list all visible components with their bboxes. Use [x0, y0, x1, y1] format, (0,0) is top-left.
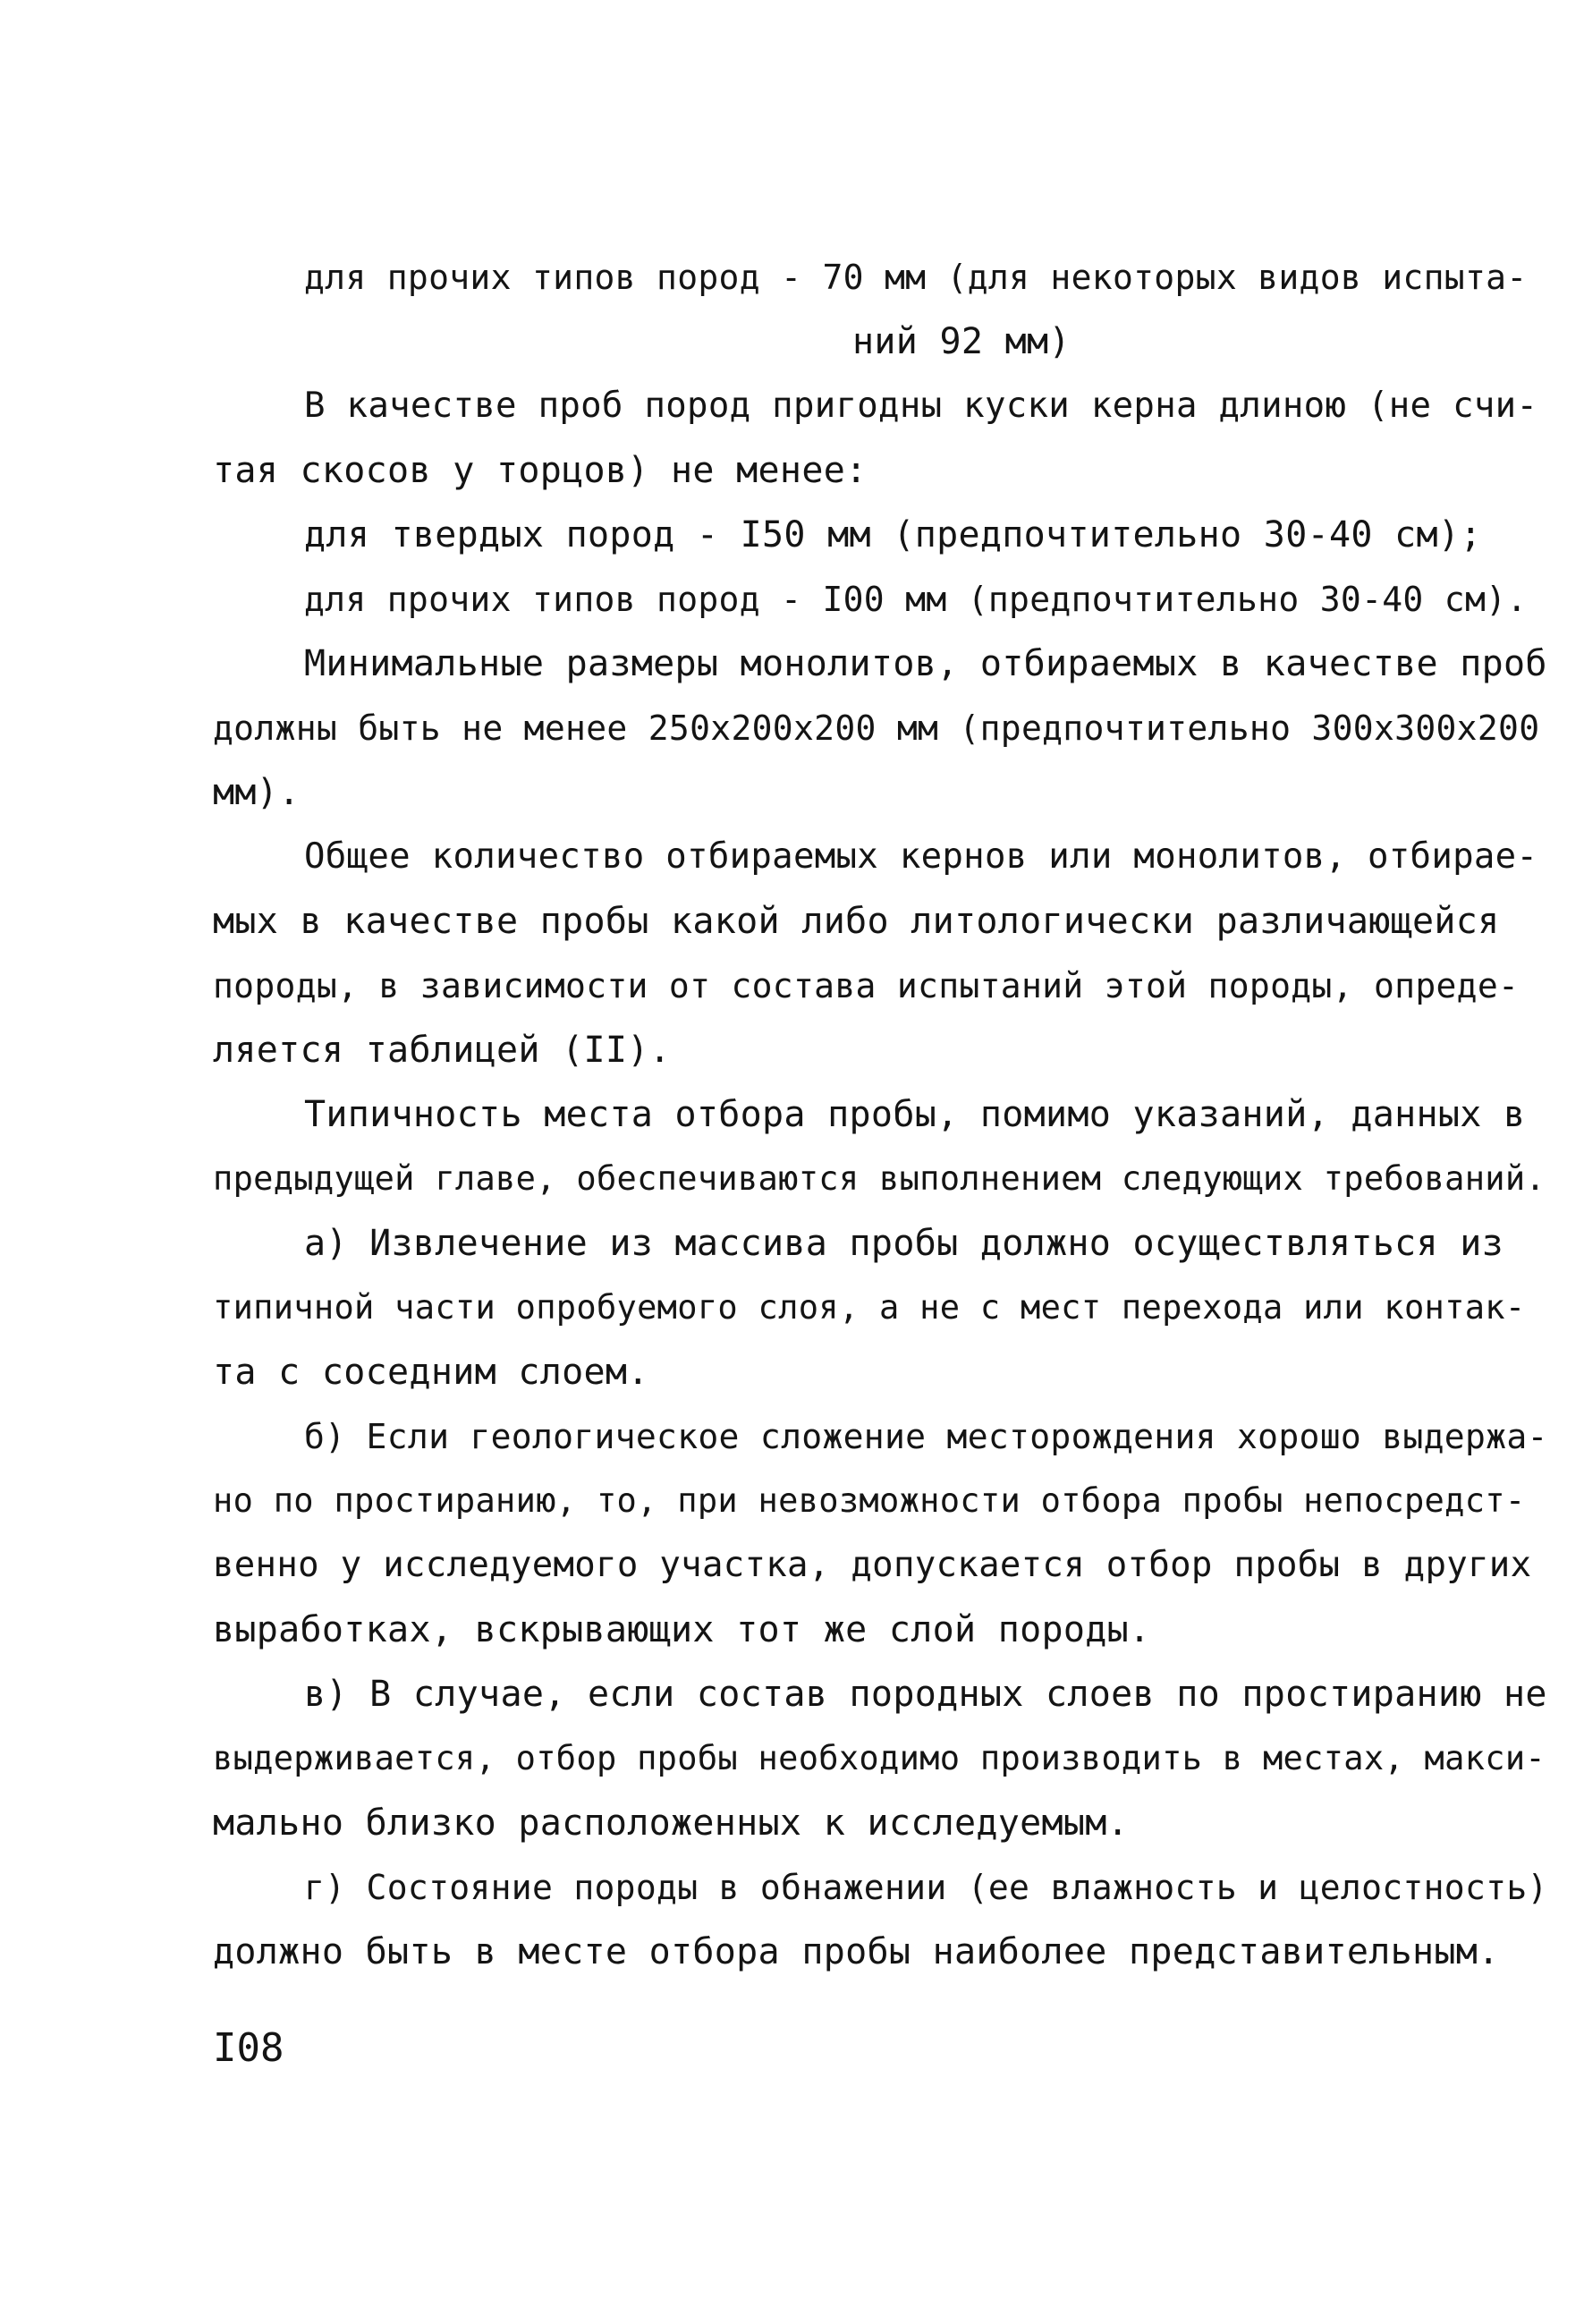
text-line: В качестве проб пород пригодны куски керна длиною (не счи-: [304, 386, 1538, 426]
text-line: Общее количество отбираемых кернов или монолитов, отбирае-: [304, 836, 1538, 877]
text-line: тая скосов у торцов) не менее:: [213, 450, 868, 491]
text-line: а) Извлечение из массива пробы должно осуществляться из: [304, 1223, 1504, 1264]
text-line: мм).: [213, 772, 301, 813]
text-line: должно быть в месте отбора пробы наиболее представительным.: [213, 1931, 1500, 1972]
text-line: венно у исследуемого участка, допускается отбор пробы в других: [213, 1545, 1532, 1585]
text-line: б) Если геологическое сложение месторождения хорошо выдержа-: [304, 1417, 1548, 1456]
text-line: в) В случае, если состав породных слоев по простиранию не: [304, 1674, 1547, 1715]
text-line: породы, в зависимости от состава испытаний этой породы, опреде-: [213, 966, 1520, 1005]
text-line: предыдущей главе, обеспечиваются выполнением следующих требований.: [213, 1159, 1546, 1198]
page-number: I08: [213, 2025, 284, 2071]
text-line: мально близко расположенных к исследуемым.: [213, 1802, 1130, 1844]
text-line: для твердых пород - I50 мм (предпочтительно 30-40 см);: [304, 514, 1482, 556]
text-line: выдерживается, отбор пробы необходимо производить в местах, макси-: [213, 1739, 1546, 1777]
text-line: выработках, вскрывающих тот же слой породы.: [213, 1609, 1151, 1650]
text-line: ляется таблицей (II).: [213, 1030, 672, 1071]
text-line: ний 92 мм): [852, 321, 1071, 362]
text-line: мых в качестве пробы какой либо литологически различающейся: [213, 901, 1500, 942]
text-line: типичной части опробуемого слоя, а не с мест перехода или контак-: [213, 1288, 1526, 1327]
text-line: г) Состояние породы в обнажении (ее влажность и целостность): [304, 1868, 1548, 1907]
text-line: должны быть не менее 250x200x200 мм (предпочтительно 300x300x200: [213, 708, 1540, 748]
text-line: но по простиранию, то, при невозможности отбора пробы непосредст-: [213, 1481, 1526, 1520]
text-line: та с соседним слоем.: [213, 1352, 649, 1393]
text-line: для прочих типов пород - 70 мм (для некоторых видов испыта-: [304, 258, 1528, 297]
text-line: для прочих типов пород - I00 мм (предпочтительно 30-40 см).: [304, 580, 1528, 619]
text-line: Минимальные размеры монолитов, отбираемых в качестве проб: [304, 643, 1547, 684]
text-line: Типичность места отбора пробы, помимо указаний, данных в: [304, 1094, 1526, 1135]
